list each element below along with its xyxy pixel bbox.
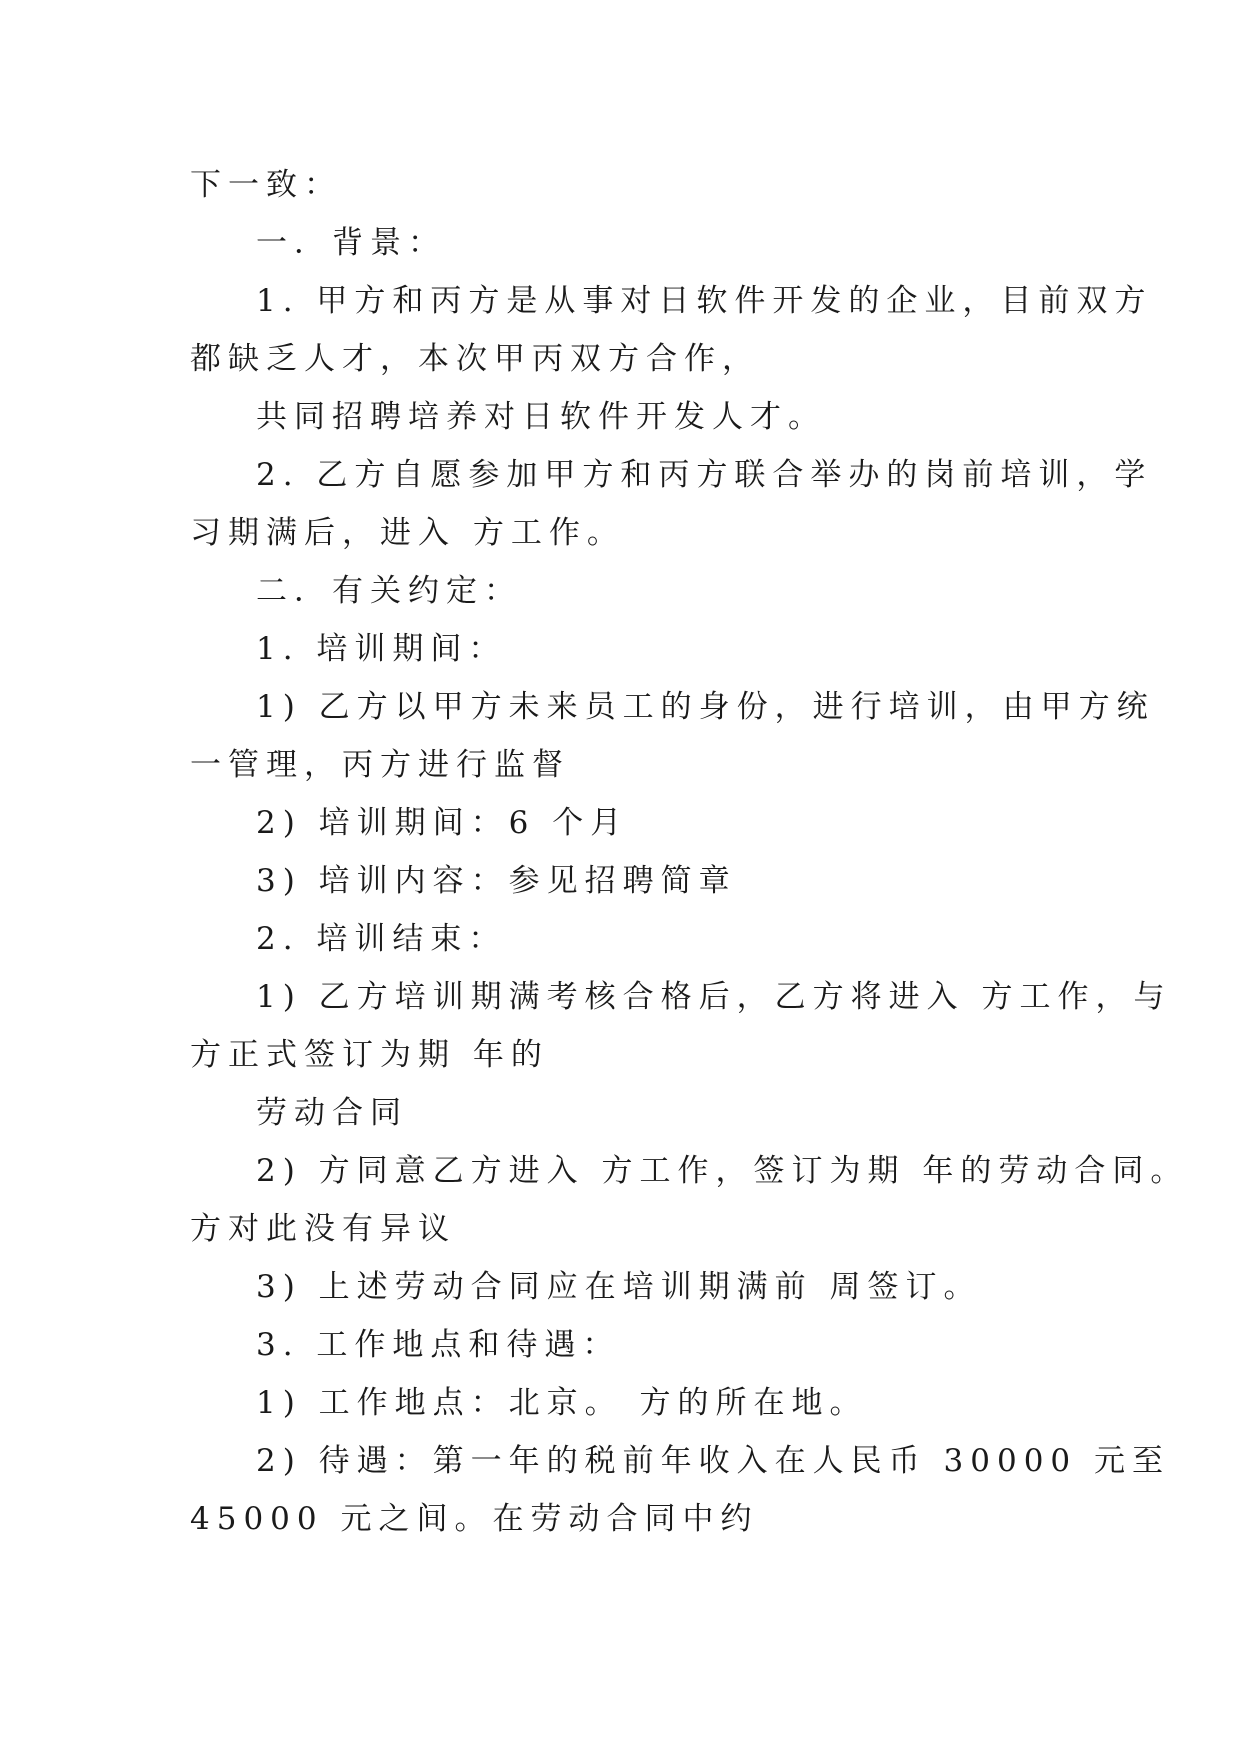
section-heading: 二．有关约定：: [256, 573, 522, 609]
text-line: 劳动合同: [256, 1095, 408, 1131]
text-line: 3) 培训内容：参见招聘简章: [256, 863, 737, 899]
text-line: 3. 工作地点和待遇：: [256, 1327, 621, 1363]
text-line: 习期满后，进入 方工作。: [190, 515, 625, 551]
text-line: 一管理，丙方进行监督: [190, 747, 570, 783]
text-line: 共同招聘培养对日软件开发人才。: [256, 399, 826, 435]
text-line: 2) 方同意乙方进入 方工作，签订为期 年的劳动合同。: [256, 1153, 1189, 1189]
text-line: 2. 乙方自愿参加甲方和丙方联合举办的岗前培训，学: [256, 457, 1153, 493]
text-line: 1. 培训期间：: [256, 631, 507, 667]
text-line: 方正式签订为期 年的: [190, 1037, 549, 1073]
text-line: 1) 工作地点：北京。 方的所在地。: [256, 1385, 868, 1421]
text-line: 45000 元之间。在劳动合同中约: [190, 1501, 759, 1537]
text-line: 2) 培训期间：6 个月: [256, 805, 629, 841]
text-line: 方对此没有异议: [190, 1211, 456, 1247]
text-line: 1) 乙方以甲方未来员工的身份，进行培训，由甲方统: [256, 689, 1155, 725]
section-heading: 一．背景：: [256, 225, 446, 261]
text-line: 2) 待遇：第一年的税前年收入在人民币 30000 元至: [256, 1443, 1170, 1479]
text-line: 1. 甲方和丙方是从事对日软件开发的企业，目前双方: [256, 283, 1153, 319]
text-line: 3) 上述劳动合同应在培训期满前 周签订。: [256, 1269, 982, 1305]
text-line: 1) 乙方培训期满考核合格后，乙方将进入 方工作，与: [256, 979, 1172, 1015]
text-line: 下一致：: [190, 167, 342, 203]
text-line: 2. 培训结束：: [256, 921, 507, 957]
text-line: 都缺乏人才，本次甲丙双方合作，: [190, 341, 760, 377]
